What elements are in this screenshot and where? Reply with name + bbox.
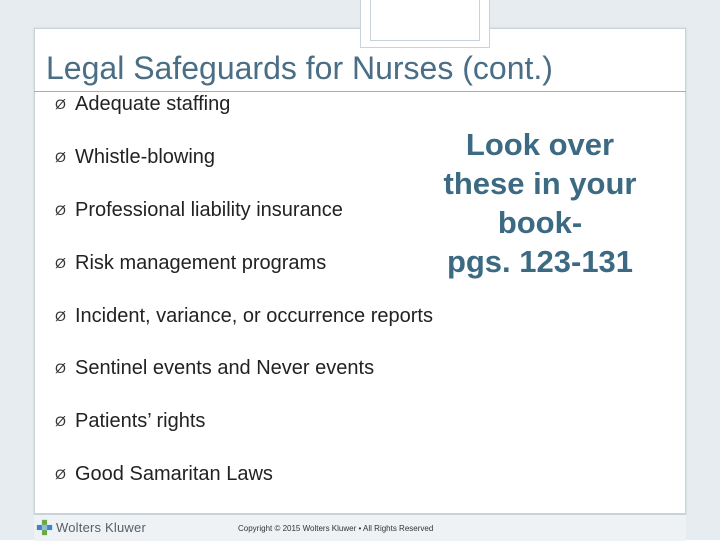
arrow-bullet-icon: Ø [55, 466, 66, 482]
arrow-bullet-icon: Ø [55, 255, 66, 271]
arrow-bullet-icon: Ø [55, 308, 66, 324]
wolters-kluwer-icon [36, 519, 53, 536]
list-item [55, 249, 326, 277]
slide-title: Legal Safeguards for Nurses (cont.) [46, 50, 553, 86]
logo-text: Wolters Kluwer [56, 520, 146, 535]
list-item [55, 407, 205, 435]
callout-line: book- [497, 205, 583, 240]
book-reference-callout [424, 125, 656, 281]
bullet-text: Patients’ rights [75, 409, 206, 432]
arrow-bullet-icon: Ø [55, 202, 66, 218]
arrow-bullet-icon: Ø [55, 413, 66, 429]
bullet-text: Sentinel events and Never events [75, 356, 375, 379]
callout-line: pgs. 123-131 [446, 244, 634, 279]
list-item [55, 196, 343, 224]
arrow-bullet-icon: Ø [55, 149, 66, 165]
list-item [55, 90, 230, 118]
list-item [55, 460, 273, 488]
arrow-bullet-icon: Ø [55, 96, 66, 112]
wolters-kluwer-logo [36, 519, 146, 536]
copyright-notice: Copyright © 2015 Wolters Kluwer • All Rights Reserved [238, 524, 434, 533]
slide-footer [34, 514, 686, 541]
callout-line: Look over [465, 127, 615, 162]
arrow-bullet-icon: Ø [55, 360, 66, 376]
bullet-text: Risk management programs [75, 251, 327, 274]
bullet-text: Adequate staffing [75, 92, 231, 115]
list-item [55, 143, 215, 171]
bullet-text: Whistle-blowing [75, 145, 216, 168]
bullet-text: Good Samaritan Laws [75, 462, 273, 485]
decorative-tab-inner [370, 0, 480, 41]
list-item [55, 302, 433, 330]
bullet-text: Professional liability insurance [75, 198, 343, 221]
list-item [55, 354, 374, 382]
callout-line: these in your [443, 166, 637, 201]
bullet-text: Incident, variance, or occurrence reports [75, 304, 433, 327]
